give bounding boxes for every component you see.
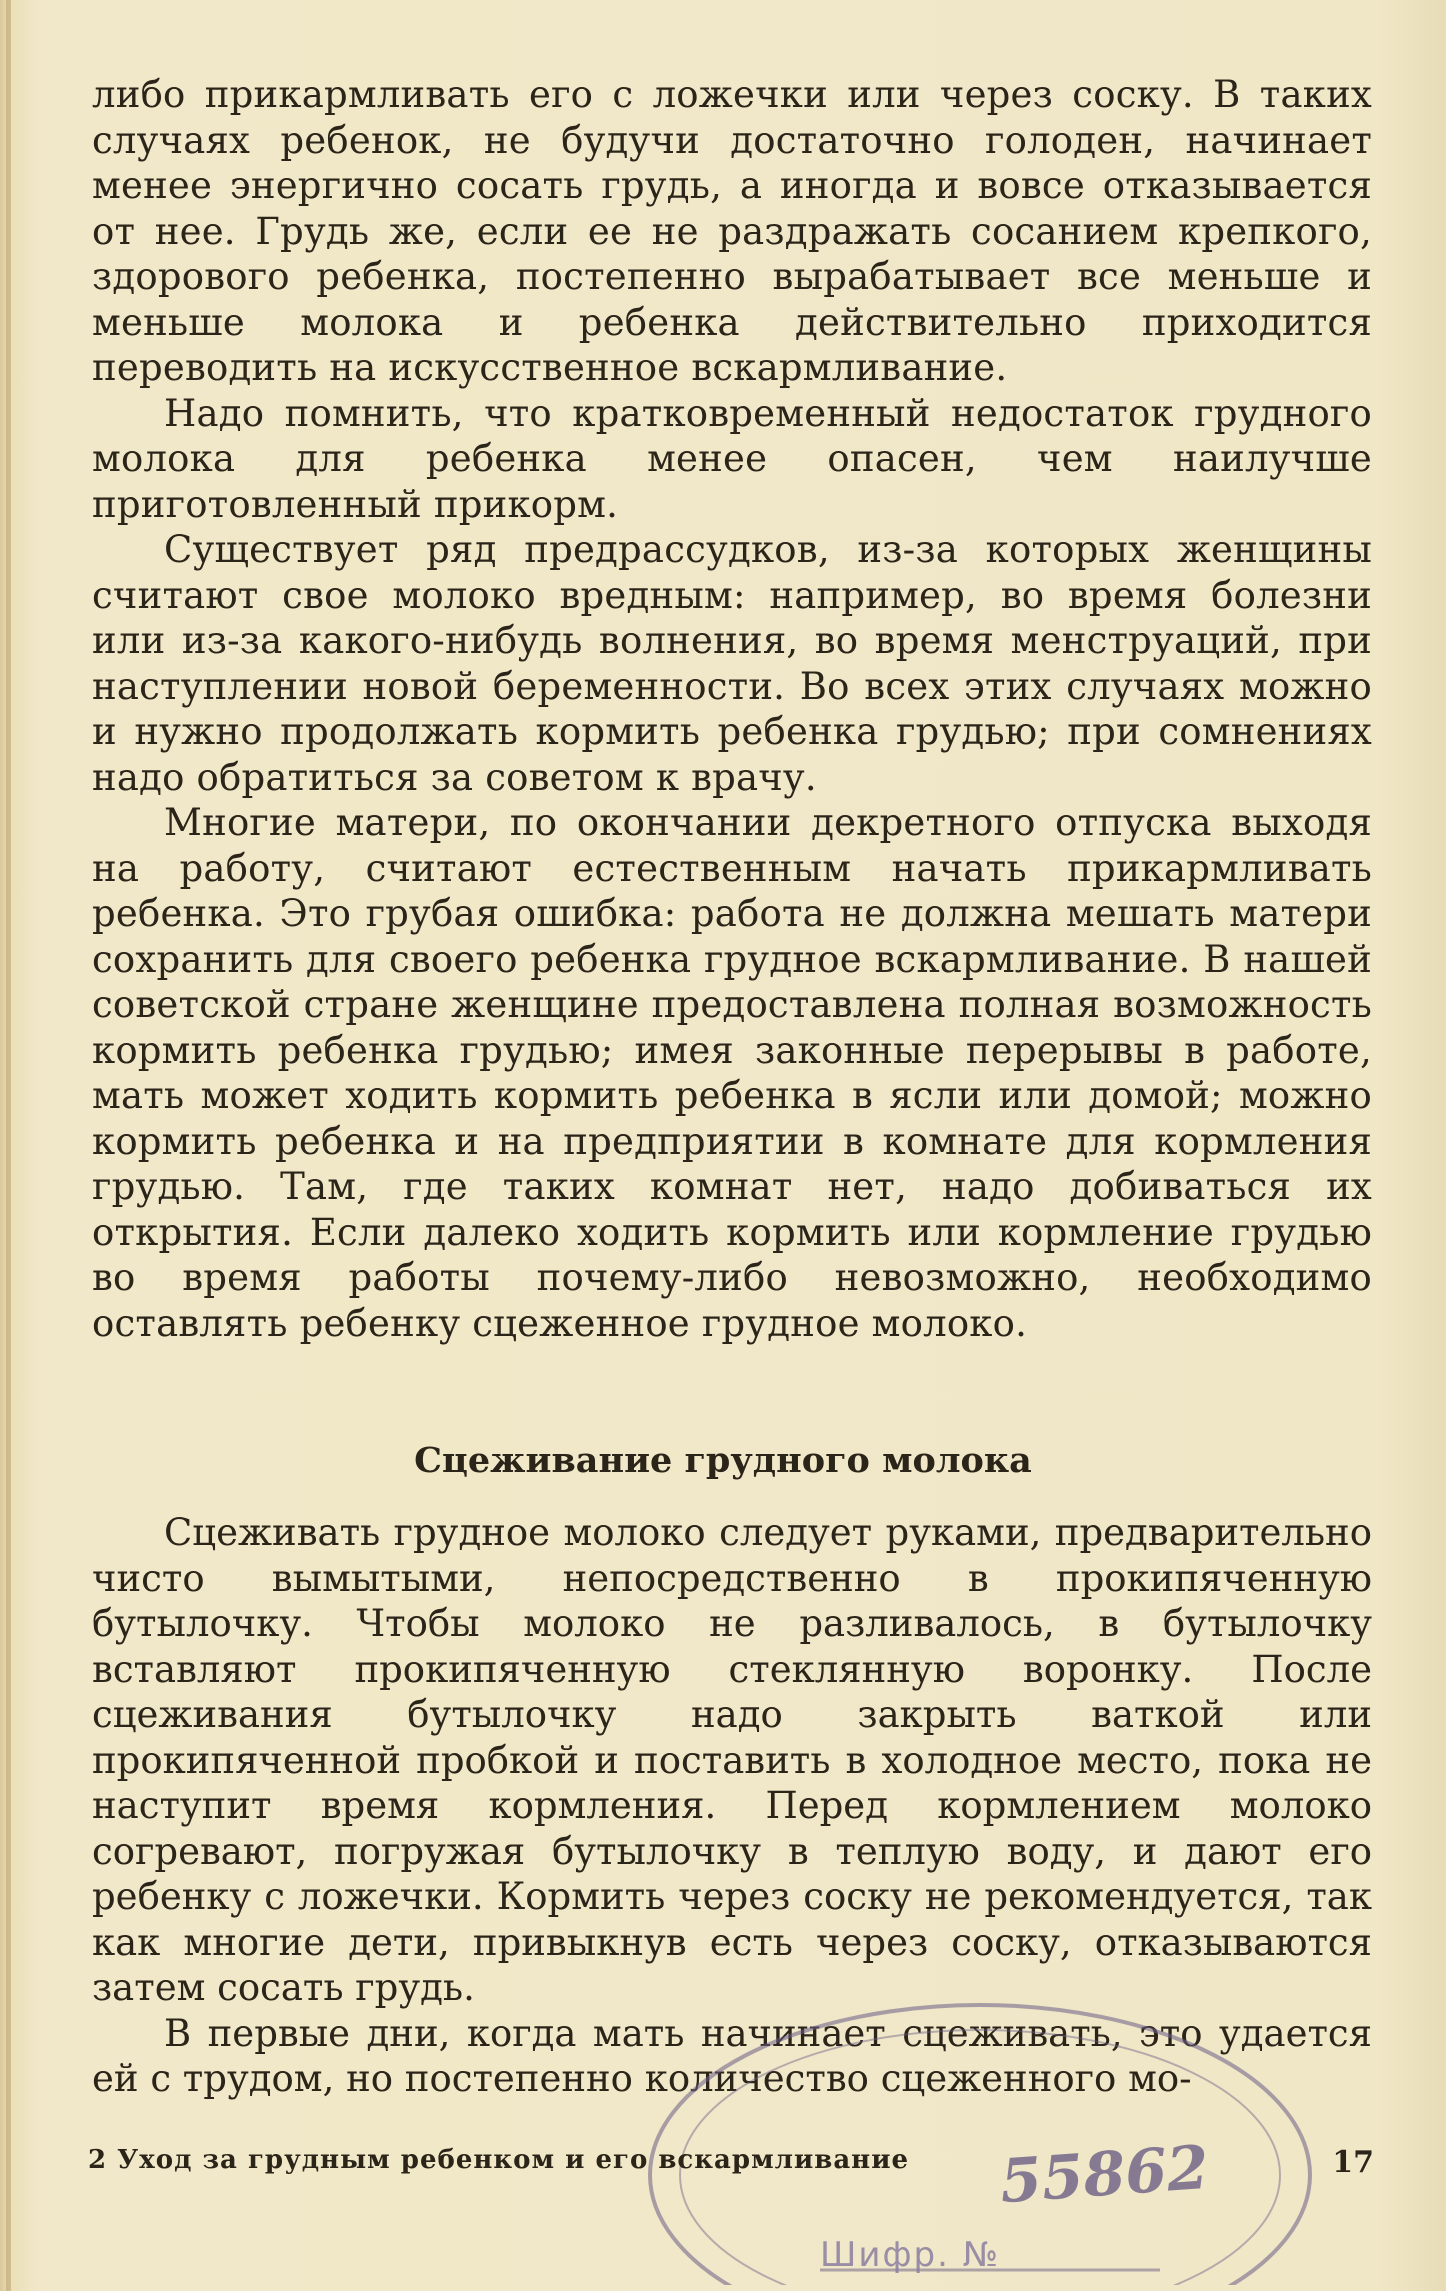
- page-number: 17: [1332, 2145, 1374, 2180]
- paragraph-6: В первые дни, когда мать начинает сцеживать, это удается ей с трудом, но постепенно количество сцеженного мо-: [92, 2011, 1372, 2100]
- footer-signature: 2 Уход за грудным ребенком и его вскармливание: [88, 2145, 910, 2175]
- body-text-top: [92, 72, 1372, 1346]
- paragraph-4: Многие матери, по окончании декретного отпуска выходя на работу, считают естественным начать прикармливать ребенка. Это грубая ошибка: работа не должна мешать матери сохранить для своего ребенка грудное вскармливание. В нашей советской стране женщине предоставлена полная возможность кормить ребенка грудью; имея законные перерывы в работе, мать может ходить кормить ребенка в ясли или домой; можно кормить ребенка и на предприятии в комнате для кормления грудью. Там, где таких комнат нет, надо добиваться их открытия. Если далеко ходить кормить или кормление грудью во время работы почему-либо невозможно, необходимо оставлять ребенку сцеженное грудное молоко.: [92, 801, 1372, 1345]
- paragraph-3: Существует ряд предрассудков, из-за которых женщины считают свое молоко вредным: например, во время болезни или из-за какого-нибудь волнения, во время менструаций, при наступлении новой беременности. Во всех этих случаях можно и нужно продолжать кормить ребенка грудью; при сомнениях надо обратиться за советом к врачу.: [92, 528, 1372, 799]
- section-heading: Сцеживание грудного молока: [414, 1440, 1032, 1481]
- stamp-number: 55862: [997, 2132, 1211, 2218]
- page-footer: [88, 2145, 1378, 2185]
- page-binding-edge: [6, 0, 11, 2291]
- paragraph-5: Сцеживать грудное молоко следует руками, предварительно чисто вымытыми, непосредственно в прокипяченную бутылочку. Чтобы молоко не разливалось, в бутылочку вставляют прокипяченную стеклянную воронку. После сцеживания бутылочку надо закрыть ваткой или прокипяченной пробкой и поставить в холодное место, пока не наступит время кормления. Перед кормлением молоко согревают, погружая бутылочку в теплую воду, и дают его ребенку с ложечки. Кормить через соску не рекомендуется, так как многие дети, привыкнув есть через соску, отказываются затем сосать грудь.: [92, 1511, 1372, 2009]
- paragraph-1: либо прикармливать его с ложечки или через соску. В таких случаях ребенок, не будучи достаточно голоден, начинает менее энергично сосать грудь, а иногда и вовсе отказывается от нее. Грудь же, если ее не раздражать сосанием крепкого, здорового ребенка, постепенно вырабатывает все меньше и меньше молока и ребенка действительно приходится переводить на искусственное вскармливание.: [92, 73, 1372, 389]
- stamp-label: Шифр. №: [820, 2235, 1001, 2275]
- paragraph-2: Надо помнить, что кратковременный недостаток грудного молока для ребенка менее опасен, чем наилучше приготовленный прикорм.: [92, 391, 1372, 526]
